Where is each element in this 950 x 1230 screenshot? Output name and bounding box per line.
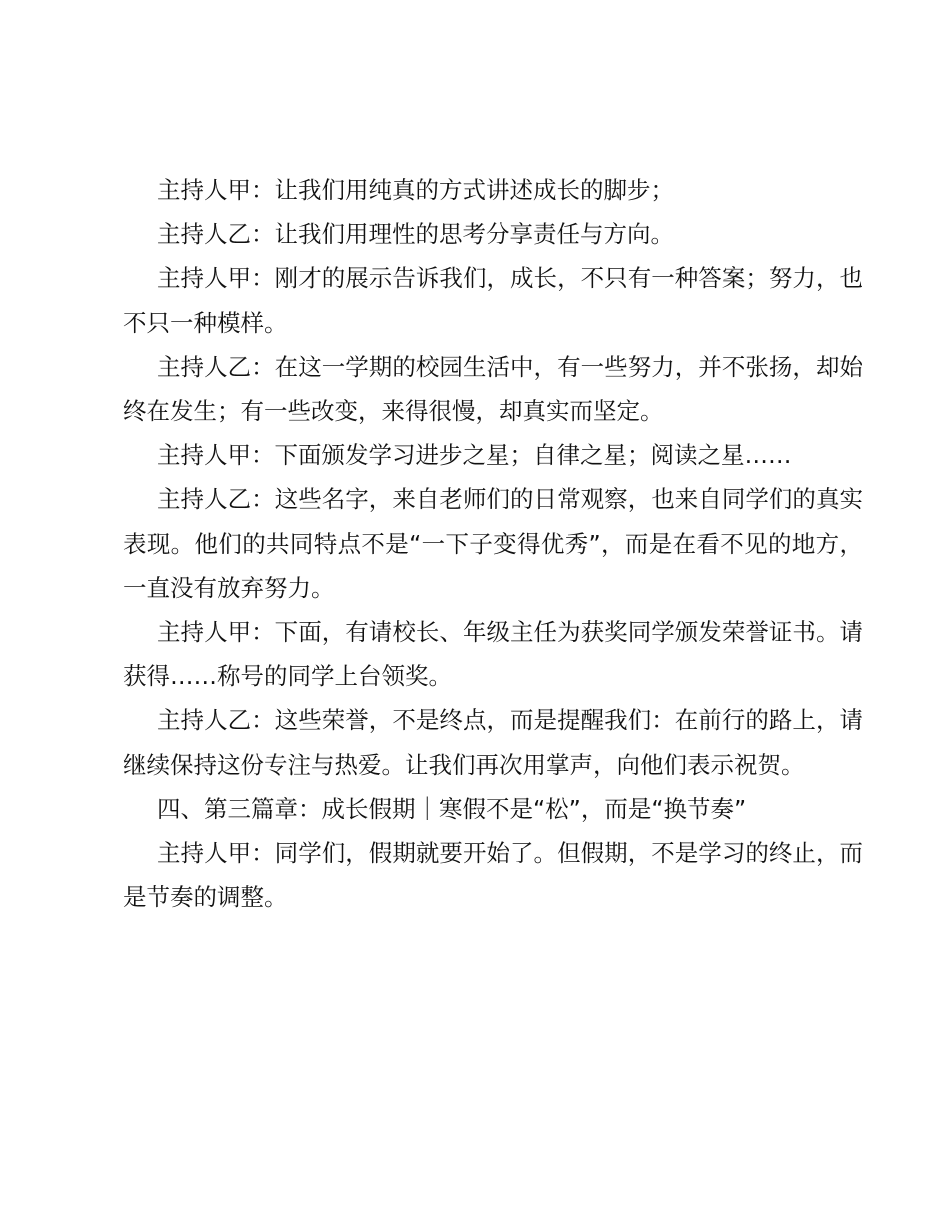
paragraph-host-a-3: 主持人甲：下面颁发学习进步之星；自律之星；阅读之星…… — [157, 441, 792, 470]
paragraph-host-b-4: 主持人乙：这些荣誉，不是终点，而是提醒我们：在前行的路上，请继续保持这份专注与热爱。让我们再次用掌声，向他们表示祝贺。 — [123, 706, 863, 779]
paragraph-host-b-3: 主持人乙：这些名字，来自老师们的日常观察，也来自同学们的真实表现。他们的共同特点不是“一下子变得优秀”，而是在看不见的地方，一直没有放弃努力。 — [123, 485, 863, 602]
section-heading-chapter-three: 四、第三篇章：成长假期｜寒假不是“松”，而是“换节奏” — [157, 794, 747, 823]
paragraph-host-b-2: 主持人乙：在这一学期的校园生活中，有一些努力，并不张扬，却始终在发生；有一些改变，来得很慢，却真实而坚定。 — [123, 352, 863, 426]
paragraph-host-a-5: 主持人甲：同学们，假期就要开始了。但假期，不是学习的终止，而是节奏的调整。 — [123, 839, 863, 912]
paragraph-host-a-1: 主持人甲：让我们用纯真的方式讲述成长的脚步； — [157, 176, 674, 204]
paragraph-host-a-4: 主持人甲：下面，有请校长、年级主任为获奖同学颁发荣誉证书。请获得……称号的同学上台领奖。 — [123, 618, 863, 691]
paragraph-host-a-2: 主持人甲：刚才的展示告诉我们，成长，不只有一种答案；努力，也不只一种模样。 — [123, 264, 863, 337]
document-body — [123, 168, 863, 919]
paragraph-host-b-1: 主持人乙：让我们用理性的思考分享责任与方向。 — [157, 220, 674, 249]
